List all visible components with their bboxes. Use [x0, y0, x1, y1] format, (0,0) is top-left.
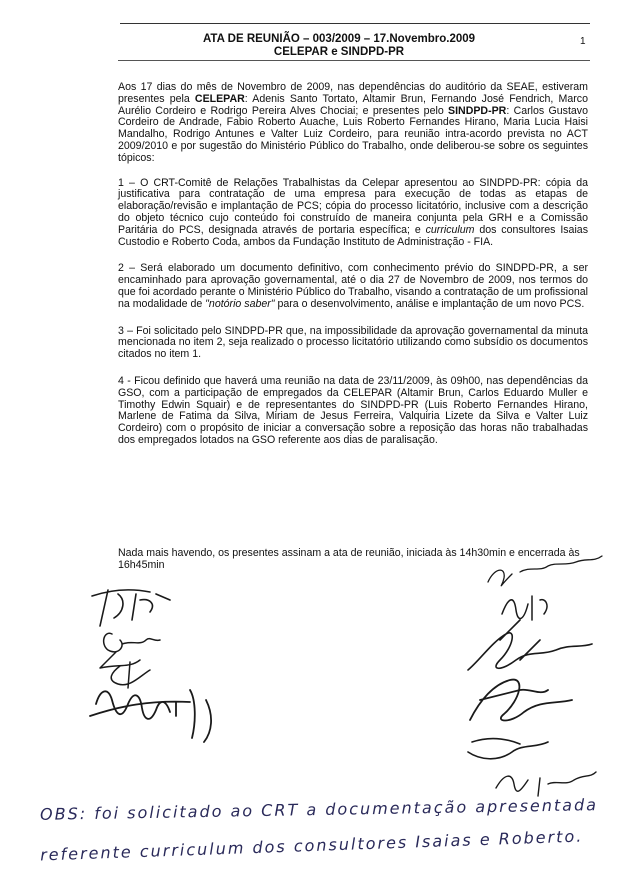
- item-4-paragraph: 4 - Ficou definido que haverá uma reunião na data de 23/11/2009, às 09h00, nas dependências da GSO, com a participação de empregados da CELEPAR (Altamir Brun, Carlos Eduardo Muller e Timothy Edwin Squair) e de representantes do SINDPD-PR (Luis Roberto Fernandes Hirano, Marlene de Fatima da Silva, Miriam de Jesus Ferreira, Valquiria Lizete da Silva e Valter Luiz Cordeiro) com o propósito de iniciar a conversação sobre a reposição das horas não trabalhadas dos empregados lotados na GSO referente aos dias de paralisação.: [118, 374, 588, 446]
- item-1-paragraph: 1 – O CRT-Comitê de Relações Trabalhistas da Celepar apresentou ao SINDPD-PR: cópia da justificativa para contratação de uma empresa para execução de todas as etapas de elaboração/revisão e implantação de PCS; cópia do processo licitatório, inclusive com a descrição do objeto técnico cujo conteúdo foi construído de maneira conjunta pela GRH e a Comissão Paritária do PCS, designada através de portaria específica; e curriculum dos consultores Isaias Custodio e Roberto Coda, ambos da Fundação Instituto de Administração - FIA.: [118, 176, 588, 248]
- item-3-paragraph: 3 – Foi solicitado pelo SINDPD-PR que, na impossibilidade da aprovação governamental da minuta mencionada no item 2, seja realizado o processo licitatório utilizando como subsídio os documentos citados no item 1.: [118, 324, 588, 361]
- handwritten-note-line-1: OBS: foi solicitado ao CRT a documentação apresentada: [39, 795, 599, 824]
- item-2-paragraph: 2 – Será elaborado um documento definitivo, com conhecimento prévio do SINDPD-PR, a ser encaminhado para aprovação governamental, até o dia 27 de Novembro de 2009, nos termos do que foi acordado perante o Ministério Público do Trabalho, visando a contratação de um profissional na modalidade de "notório saber" para o desenvolvimento, análise e implantação de um novo PCS.: [118, 262, 588, 310]
- handwritten-note-line-2: referente curriculum dos consultores Isaias e Roberto.: [39, 826, 584, 865]
- intro-paragraph: Aos 17 dias do mês de Novembro de 2009, nas dependências do auditório da SEAE, estiveram presentes pela CELEPAR: Adenis Santo Tortato, Altamir Brun, Fernando José Fendrich, Marco Aurélio Cordeiro e Rodrigo Pereira Alves Chociai; e presentes pelo SINDPD-PR: Carlos Gustavo Cordeiro de Andrade, Fabio Roberto Auache, Luis Roberto Fernandes Hirano, Maria Lucia Haisi Mandalho, Rodrigo Antunes e Valter Luiz Cordeiro, para reunião intra-acordo prevista no ACT 2009/2010 e por sugestão do Ministério Público do Trabalho, onde deliberou-se sobre os seguintes tópicos:: [118, 81, 588, 164]
- signature-left-3: [111, 662, 150, 688]
- document-subtitle: CELEPAR e SINDPD-PR: [273, 46, 405, 58]
- page-number: 1: [580, 36, 586, 47]
- signature-right-3: [468, 620, 592, 670]
- signature-right-5: [468, 739, 548, 759]
- signature-left-2: [100, 633, 160, 668]
- top-rule: [120, 23, 590, 24]
- signature-right-6: [496, 772, 596, 796]
- signature-right-4: [470, 680, 572, 721]
- minutes-body: [118, 82, 588, 462]
- signature-left-4: [90, 690, 211, 742]
- document-header: [0, 33, 638, 59]
- signature-left-1: [92, 590, 170, 626]
- closing-paragraph: Nada mais havendo, os presentes assinam a ata de reunião, iniciada às 14h30min e encerrada às 16h45min: [118, 547, 580, 571]
- header-rule: [118, 60, 590, 61]
- signature-right-2: [502, 596, 547, 620]
- document-title: ATA DE REUNIÃO – 003/2009 – 17.Novembro.2009: [202, 33, 476, 45]
